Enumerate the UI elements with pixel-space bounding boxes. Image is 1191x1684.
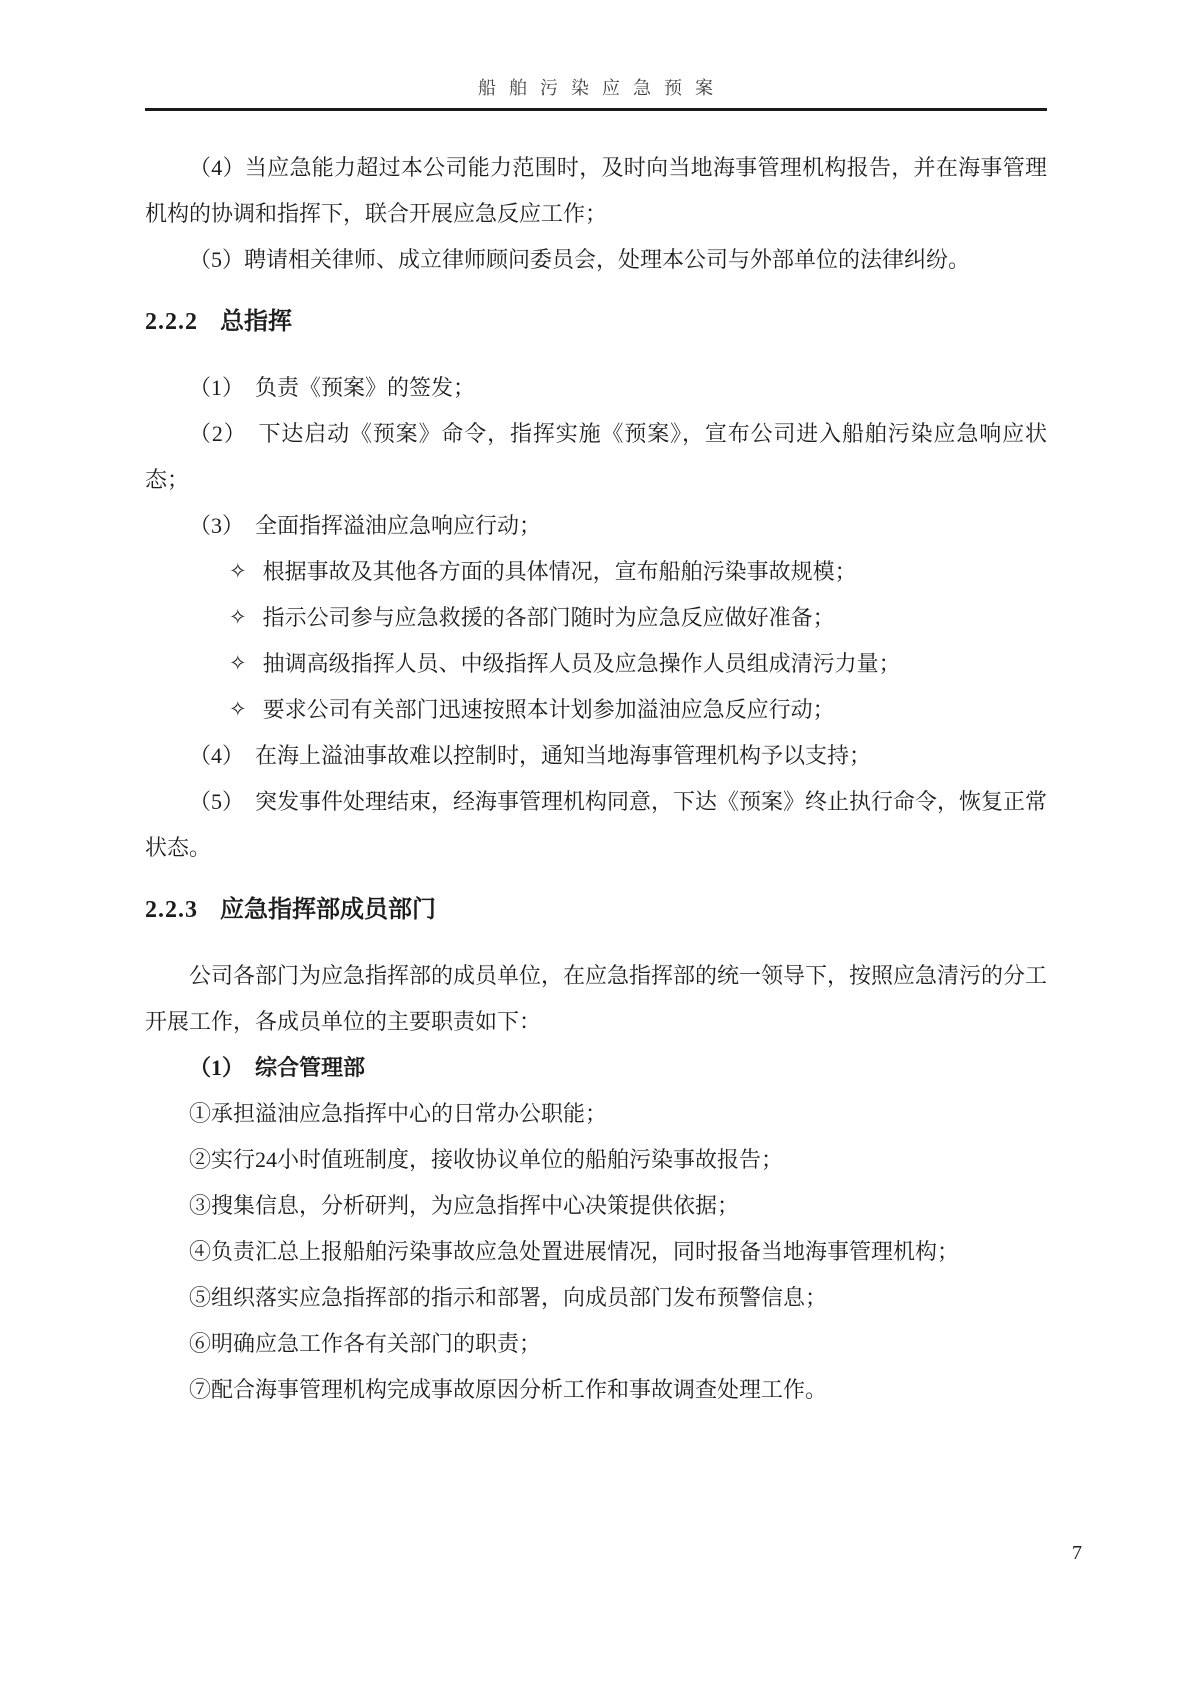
section-heading — [145, 299, 1047, 345]
diamond-item-text: 抽调高级指挥人员、中级指挥人员及应急操作人员组成清污力量； — [262, 651, 901, 676]
paragraph: 公司各部门为应急指挥部的成员单位，在应急指挥部的统一领导下，按照应急清污的分工开展工作，各成员单位的主要职责如下： — [145, 963, 1048, 1034]
header-rule — [145, 108, 1047, 111]
diamond-item-text: 要求公司有关部门迅速按照本计划参加溢油应急反应行动； — [262, 697, 835, 722]
circled-list-item: ⑥明确应急工作各有关部门的职责； — [189, 1331, 542, 1356]
circled-list-item: ⑤组织落实应急指挥部的指示和部署，向成员部门发布预警信息； — [189, 1285, 828, 1310]
section-heading — [145, 887, 1047, 933]
diamond-item-text: 根据事故及其他各方面的具体情况，宣布船舶污染事故规模； — [262, 559, 857, 584]
diamond-bullet-icon: ✧ — [229, 651, 247, 675]
circled-list-item: ③搜集信息，分析研判，为应急指挥中心决策提供依据； — [189, 1193, 740, 1218]
list-item: （1） 负责《预案》的签发； — [189, 375, 476, 400]
list-item: （2） 下达启动《预案》命令，指挥实施《预案》，宣布公司进入船舶污染应急响应状态； — [145, 421, 1047, 492]
section-title: 总指挥 — [220, 309, 292, 335]
list-item: （3） 全面指挥溢油应急响应行动； — [189, 513, 542, 538]
diamond-list-item — [145, 687, 1047, 733]
circled-list-item: ②实行24小时值班制度，接收协议单位的船舶污染事故报告； — [189, 1147, 784, 1172]
section-number: 2.2.3 — [145, 897, 198, 923]
paragraph: （4）当应急能力超过本公司能力范围时，及时向当地海事管理机构报告，并在海事管理机构的协调和指挥下，联合开展应急反应工作； — [145, 155, 1047, 226]
diamond-list-item — [145, 641, 1047, 687]
list-item: （5） 突发事件处理结束，经海事管理机构同意，下达《预案》终止执行命令，恢复正常状态。 — [145, 789, 1048, 860]
subsection-heading: （1） 综合管理部 — [189, 1055, 366, 1080]
page-header-title: 船舶污染应急预案 — [478, 78, 726, 98]
section-title: 应急指挥部成员部门 — [220, 897, 436, 923]
paragraph: （5）聘请相关律师、成立律师顾问委员会，处理本公司与外部单位的法律纠纷。 — [189, 247, 971, 272]
circled-list-item: ①承担溢油应急指挥中心的日常办公职能； — [189, 1101, 608, 1126]
section-number: 2.2.2 — [145, 309, 198, 335]
document-body — [145, 145, 1047, 1413]
circled-list-item: ④负责汇总上报船舶污染事故应急处置进展情况，同时报备当地海事管理机构； — [189, 1239, 960, 1264]
diamond-bullet-icon: ✧ — [229, 605, 247, 629]
diamond-item-text: 指示公司参与应急救援的各部门随时为应急反应做好准备； — [262, 605, 835, 630]
diamond-bullet-icon: ✧ — [229, 697, 247, 721]
diamond-bullet-icon: ✧ — [229, 559, 247, 583]
page-number: 7 — [1072, 1542, 1082, 1564]
diamond-list-item — [145, 595, 1047, 641]
list-item: （4） 在海上溢油事故难以控制时，通知当地海事管理机构予以支持； — [189, 743, 872, 768]
diamond-list-item — [145, 549, 1047, 595]
circled-list-item: ⑦配合海事管理机构完成事故原因分析工作和事故调查处理工作。 — [189, 1377, 828, 1402]
